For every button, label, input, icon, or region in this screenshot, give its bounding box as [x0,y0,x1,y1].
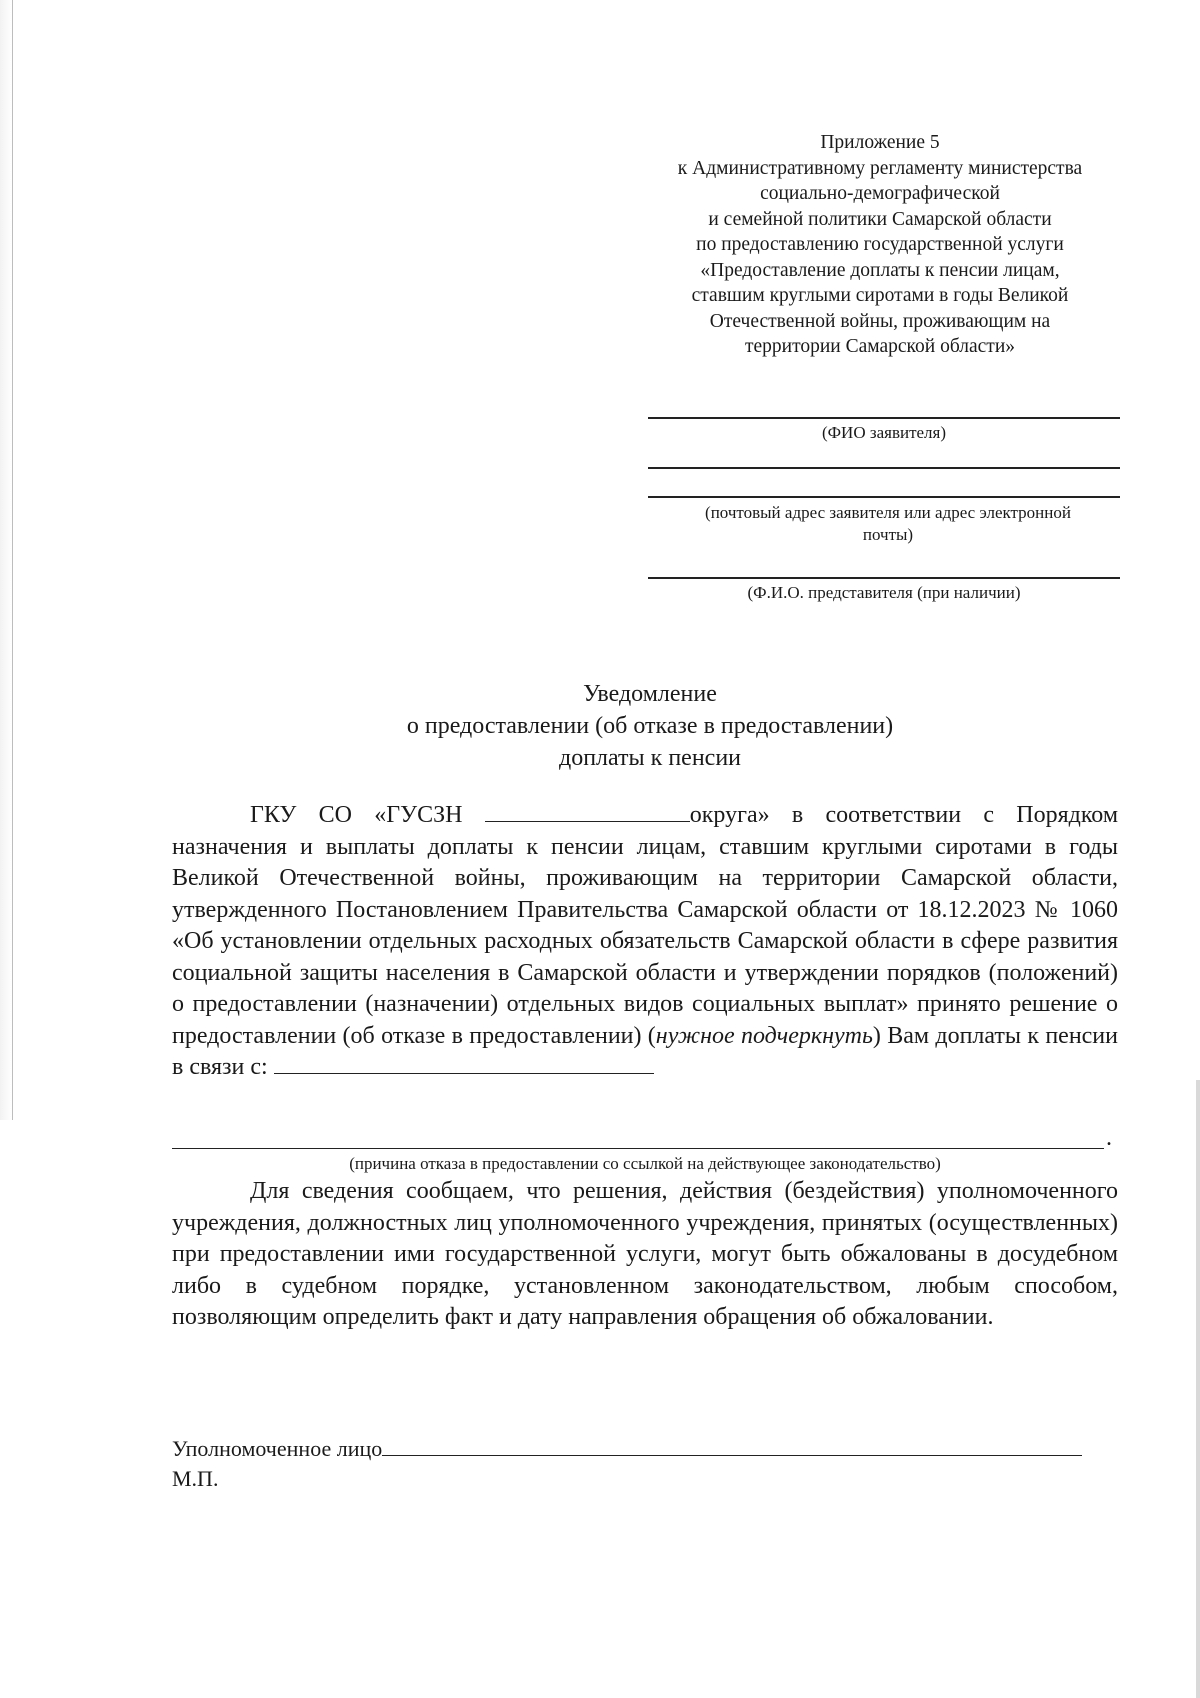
representative-caption: (Ф.И.О. представителя (при наличии) [747,583,1021,602]
document-title [200,678,1100,774]
reason-caption: (причина отказа в предоставлении со ссылкой на действующее законодательство) [349,1154,941,1173]
signature-block [172,1434,1082,1494]
signature-line[interactable] [382,1437,1082,1456]
paragraph-text: ГКУ СО «ГУСЗН [250,802,485,828]
address-line-1[interactable] [648,467,1120,469]
scan-edge-left [0,0,13,1120]
paragraph-text: округа» в соответствии с Порядком назначения и выплаты доплаты к пенсии лицам, ставшим круглыми сиротами в годы Великой Отечественной войны, проживающим на территории Самарской области, утвержденного Постановлением Правительства Самарской области от 18.12.2023 № 1060 «Об установлении отдельных расходных обязательств Самарской области в сфере развития социальной защиты населения в Самарской области и утверждении порядков (положений) о предоставлении (назначении) отдельных видов социальных выплат» принято решение о предоставлении (об отказе в предоставлении) ( [172,802,1119,1049]
address-caption-line: почты) [862,525,914,544]
appendix-line: социально-демографической [760,183,1000,204]
appendix-line: по предоставлению государственной услуги [696,234,1064,255]
applicant-name-caption: (ФИО заявителя) [821,423,947,442]
appendix-line: Отечественной войны, проживающим на [709,310,1051,332]
reason-blank[interactable] [274,1053,654,1074]
title-line: Уведомление [583,681,717,707]
address-caption [648,502,1128,546]
decision-paragraph [172,800,1118,1084]
appendix-line: и семейной политики Самарской области [708,208,1052,230]
appendix-line: «Предоставление доплаты к пенсии лицам, [700,259,1060,281]
title-line: о предоставлении (об отказе в предоставлении) [406,713,894,739]
appendix-line: ставшим круглыми сиротами в годы Великой [691,285,1069,306]
signature-label: Уполномоченное лицо [172,1436,383,1461]
paragraph-text: ) Вам доплаты к пенсии в связи с: [172,1022,1118,1080]
reason-end-dot: . [1106,1125,1112,1151]
appeal-paragraph: Для сведения сообщаем, что решения, действия (бездействия) уполномоченного учреждения, должностных лиц уполномоченного учреждения, принятых (осуществленных) при предоставлении ими государственной услуги, могут быть обжалованы в досудебном либо в судебном порядке, установленном законодательством, любым способом, позволяющим определить факт и дату направления обращения об обжаловании. [172,1178,1118,1330]
title-line: доплаты к пенсии [558,745,741,771]
appendix-line: Приложение 5 [820,132,940,153]
district-blank[interactable] [485,801,690,822]
appendix-line: к Административному регламенту министерства [677,157,1083,179]
stamp-label: М.П. [172,1466,219,1491]
address-caption-line: (почтовый адрес заявителя или адрес электронной [705,503,1071,522]
address-line-2[interactable] [648,496,1120,498]
appendix-header [640,130,1120,360]
appendix-line: территории Самарской области» [744,336,1016,357]
scan-edge-right [1196,1080,1200,1698]
reason-continuation-line[interactable] [172,1148,1104,1149]
paragraph-italic-note: нужное подчеркнуть [655,1022,873,1049]
representative-line[interactable] [648,577,1120,579]
applicant-name-line[interactable] [648,417,1120,419]
